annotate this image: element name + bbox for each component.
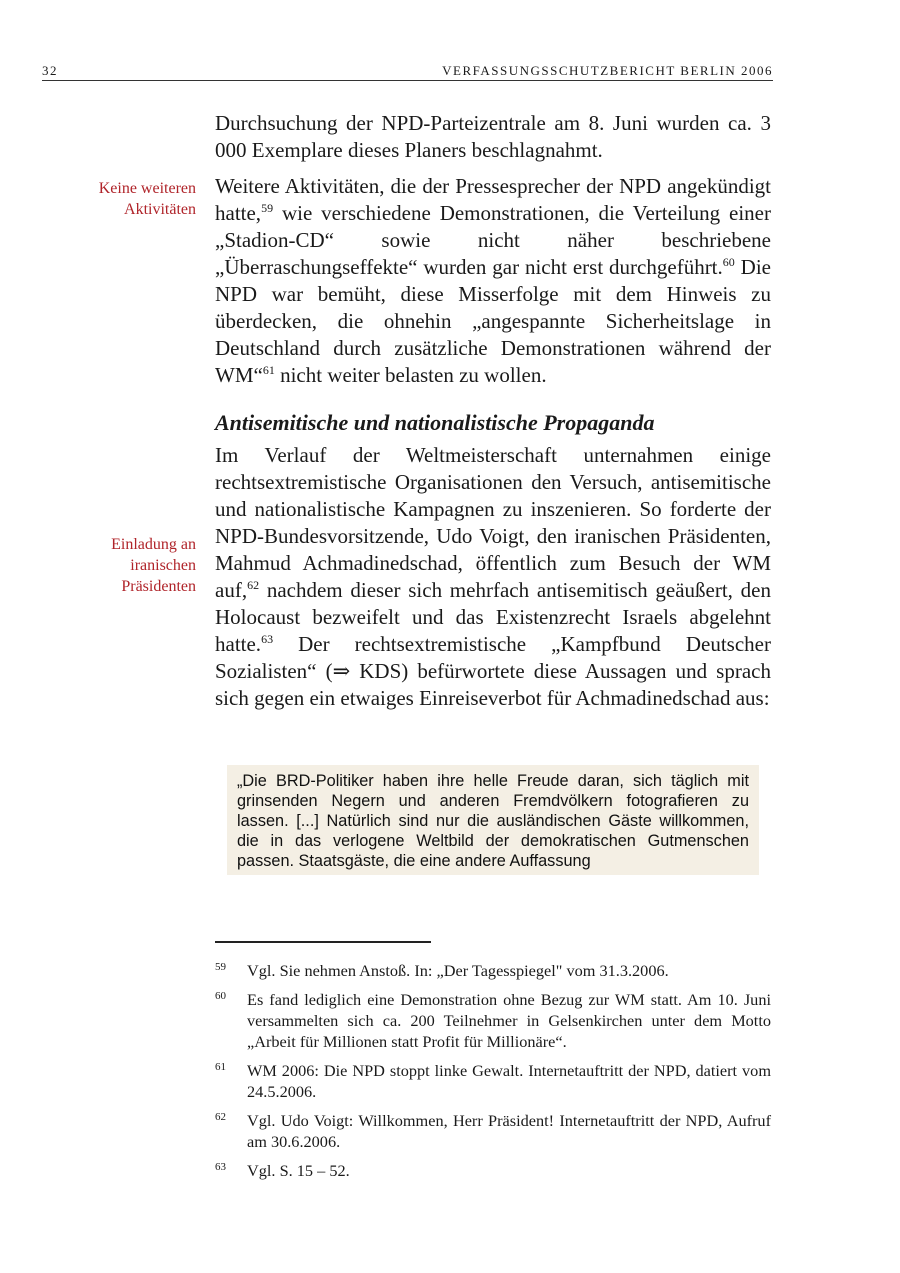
footnotes (215, 960, 771, 1189)
quote-box: „Die BRD-Politiker haben ihre helle Freude daran, sich täglich mit grinsenden Negern und anderen Fremdvölkern fotografieren zu lassen. [...] Natürlich sind nur die ausländischen Gäste willkommen, die in das verlogene Weltbild der demokratischen Gutmenschen passen. Staatsgäste, die eine andere Auffassung (227, 765, 759, 875)
page-number: 32 (42, 63, 58, 78)
paragraph-weitere-aktivitaeten: Weitere Aktivitäten, die der Pressesprecher der NPD angekündigt hatte,$^{59}$ wie verschiedene Demonstrationen, die Verteilung einer „Stadion-CD“ sowie nicht näher beschriebene „Überraschungseffekte“ wurden gar nicht erst durchgeführt.$^{60}$ Die NPD war bemüht, diese Misserfolge mit dem Hinweis zu überdecken, die ohnehin „angespannte Sicherheitslage in Deutschland durch zusätzliche Demonstrationen während der WM“$^{61}$ nicht weiter belasten zu wollen. (215, 174, 771, 387)
footnote-63: 63 Vgl. S. 15 – 52. (215, 1161, 350, 1180)
paragraph-weltmeisterschaft: Im Verlauf der Weltmeisterschaft unternahmen einige rechtsextremistische Organisationen den Versuch, antisemitische und nationalistische Kampagnen zu inszenieren. So forderte der NPD-Bundesvorsitzende, Udo Voigt, den iranischen Präsidenten, Mahmud Achmadinedschad, öffentlich zum Besuch der WM auf,$^{62}$ nachdem dieser sich mehrfach antisemitisch geäußert, den Holocaust bezweifelt und das Existenzrecht Israels abgelehnt hatte.$^{63}$ Der rechtsextremistische „Kampfbund Deutscher Sozialisten“ (⇒ KDS) befürwortete diese Aussagen und sprach sich gegen ein etwaiges Einreiseverbot für Achmadinedschad aus: (215, 443, 771, 710)
margin-note-keine-weiteren-aktivitaeten: Keine weiteren Aktivitäten (98, 180, 196, 218)
section-heading: Antisemitische und nationalistische Propaganda (215, 410, 655, 435)
paragraph-durchsuchung: Durchsuchung der NPD-Parteizentrale am 8. Juni wurden ca. 3 000 Exemplare dieses Planers beschlagnahmt. (215, 111, 771, 162)
footnote-60: 60 Es fand lediglich eine Demonstration ohne Bezug zur WM statt. Am 10. Juni versammelten sich ca. 200 Teilnehmer in Gelsenkirchen unter dem Motto „Arbeit für Millionen statt Profit für Millionäre“. (215, 990, 771, 1051)
page-header (42, 63, 773, 81)
footnote-ref-60[interactable]: 60 (722, 255, 735, 269)
footnote-ref-61[interactable]: 61 (262, 363, 275, 377)
footnote-ref-62[interactable]: 62 (247, 578, 260, 592)
main-text (215, 110, 771, 712)
margin-note-einladung-praesidenten: Einladung an iranischen Präsidenten (111, 536, 196, 595)
footnote-ref-63[interactable]: 63 (261, 632, 274, 646)
footnote-ref-59[interactable]: 59 (261, 201, 274, 215)
footnote-61: 61 WM 2006: Die NPD stoppt linke Gewalt. Internetauftritt der NPD, datiert vom 24.5.2006. (215, 1061, 771, 1101)
running-title: VERFASSUNGSSCHUTZBERICHT BERLIN 2006 (442, 63, 773, 78)
footnote-62: 62 Vgl. Udo Voigt: Willkommen, Herr Präsident! Internetauftritt der NPD, Aufruf am 30.6.2006. (215, 1111, 771, 1151)
footnote-59: 59 Vgl. Sie nehmen Anstoß. In: „Der Tagesspiegel" vom 31.3.2006. (215, 961, 669, 980)
footnote-divider (215, 941, 431, 943)
